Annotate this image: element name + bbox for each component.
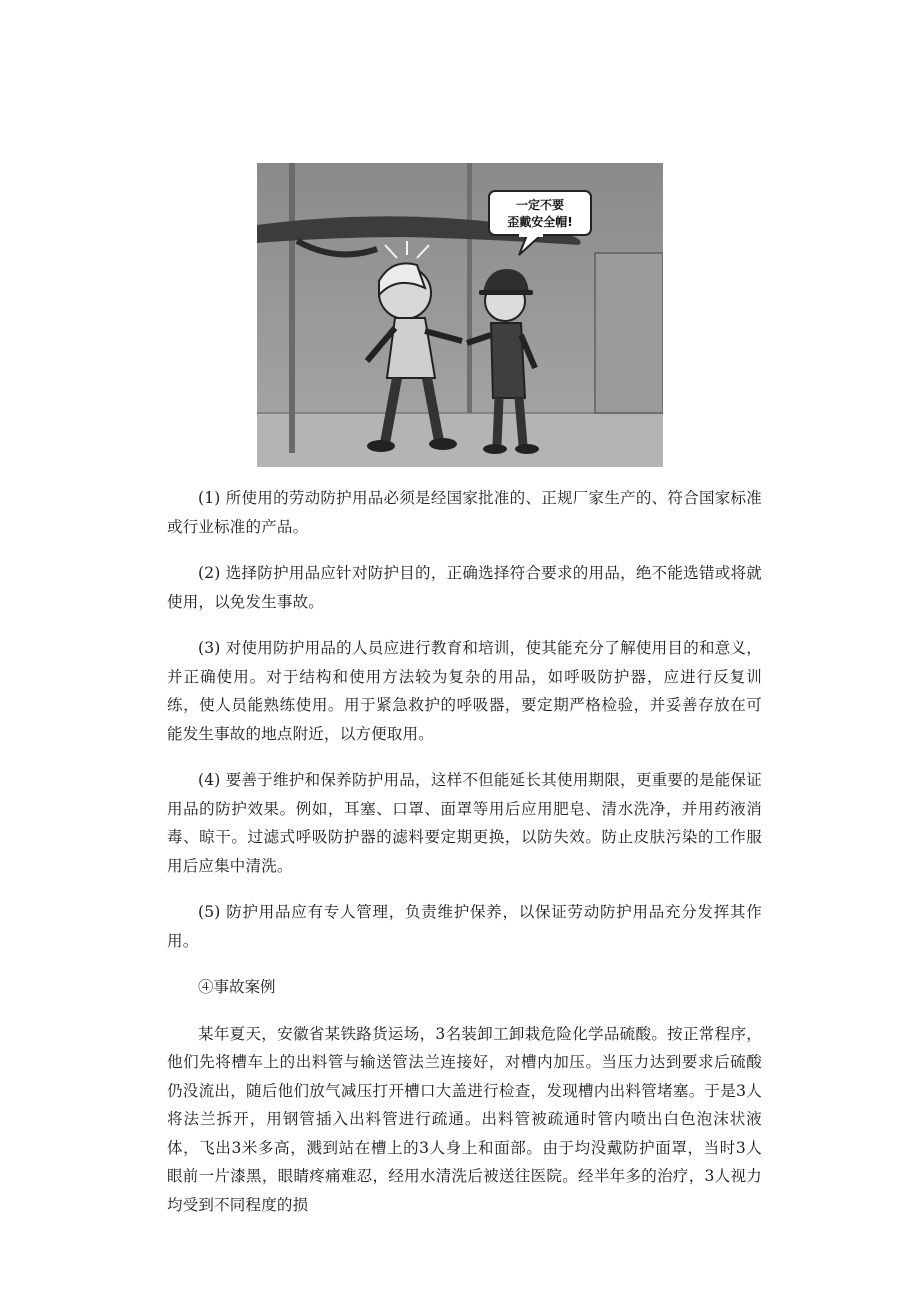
- paragraph-1: (1) 所使用的劳动防护用品必须是经国家批准的、正规厂家生产的、符合国家标准或行业标准的产品。: [167, 489, 762, 536]
- body-text: [167, 484, 762, 1237]
- section-heading: ④事故案例: [198, 978, 276, 996]
- paragraph-3: (3) 对使用防护用品的人员应进行教育和培训，使其能充分了解使用目的和意义，并正确使用。对于结构和使用方法较为复杂的用品，如呼吸防护器，应进行反复训练，使人员能熟练使用。用于紧急救护的呼吸器，要定期严格检验，并妥善存放在可能发生事故的地点附近，以方便取用。: [167, 639, 762, 743]
- paragraph-5: (5) 防护用品应有专人管理，负责维护保养，以保证劳动防护用品充分发挥其作用。: [167, 903, 762, 950]
- speech-bubble-line-1: 一定不要: [515, 198, 565, 212]
- cartoon-scene: [257, 163, 663, 467]
- case-paragraph: 某年夏天，安徽省某铁路货运场，3名装卸工卸栽危险化学品硫酸。按正常程序，他们先将槽车上的出料管与输送管法兰连接好，对槽内加压。当压力达到要求后硫酸仍没流出，随后他们放气减压打开槽口大盖进行检查，发现槽内出料管堵塞。于是3人将法兰拆开，用钢管插入出料管进行疏通。出料管被疏通时管内喷出白色泡沫状液体，飞出3米多高，溅到站在槽上的3人身上和面部。由于均没戴防护面罩，当时3人眼前一片漆黑，眼睛疼痛难忍，经用水清洗后被送往医院。经半年多的治疗，3人视力均受到不同程度的损: [167, 1024, 762, 1214]
- paragraph-4: (4) 要善于维护和保养防护用品，这样不但能延长其使用期限，更重要的是能保证用品的防护效果。例如，耳塞、口罩、面罩等用后应用肥皂、清水洗净，并用药液消毒、晾干。过滤式呼吸防护器的滤料要定期更换，以防失效。防止皮肤污染的工作服用后应集中清洗。: [167, 771, 762, 875]
- speech-bubble-line-2: 歪戴安全帽!: [507, 215, 573, 229]
- paragraph-2: (2) 选择防护用品应针对防护目的，正确选择符合要求的用品，绝不能选错或将就使用，以免发生事故。: [167, 564, 762, 611]
- safety-helmet-illustration: [257, 163, 663, 467]
